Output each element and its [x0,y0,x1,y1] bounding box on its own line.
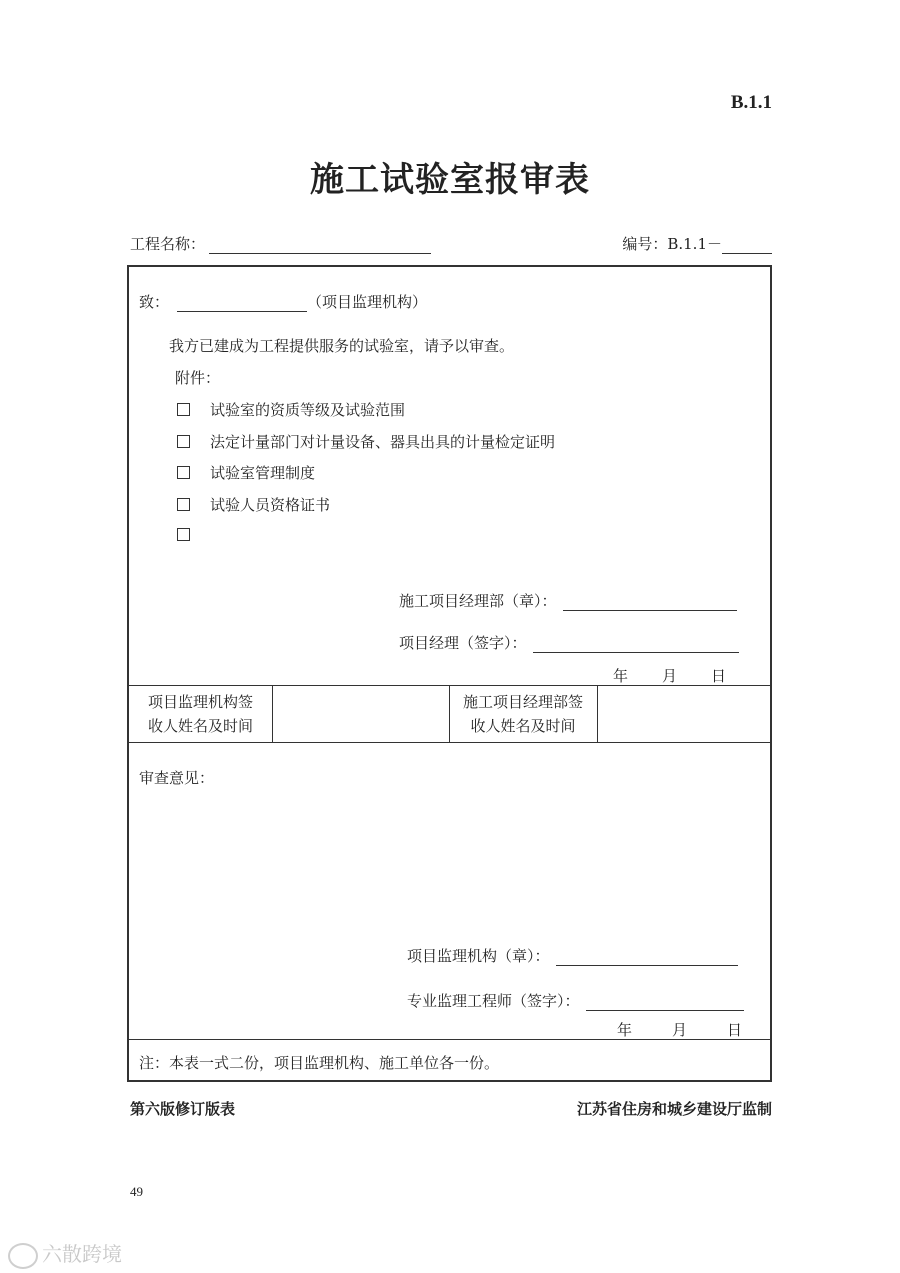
manager-sign-blank [533,638,739,653]
statement: 我方已建成为工程提供服务的试验室，请予以审查。 [169,337,515,355]
project-name-field [130,233,431,254]
form-number-field [622,233,772,254]
divider [272,685,273,742]
attachment-item: 法定计量部门对计量设备、器具出具的计量检定证明 [177,431,555,452]
date-line: 年 月 日 [557,1019,742,1040]
dept-seal-blank [563,596,737,611]
supervisor-receipt-label: 项目监理机构签 收人姓名及时间 [147,693,253,735]
watermark-logo-icon [8,1243,38,1269]
watermark-text: 六散跨境 [42,1242,122,1266]
page-title: 施工试验室报审表 [310,160,590,200]
form-table [127,265,772,1082]
form-number-label: 编号：B.1.1－ [622,235,722,253]
to-line [139,291,427,312]
form-note: 注：本表一式二份，项目监理机构、施工单位各一份。 [139,1054,500,1072]
page-number: 49 [130,1184,143,1199]
checkbox-icon [177,498,190,511]
attachments-label: 附件： [175,369,221,387]
checkbox-icon [177,466,190,479]
to-suffix: （项目监理机构） [307,293,428,311]
engineer-sign-line [407,990,744,1011]
footer-edition: 第六版修订版表 [130,1100,236,1118]
engineer-sign-label: 专业监理工程师（签字）： [407,992,580,1010]
date-line: 年 月 日 [557,665,726,686]
project-name-blank [209,239,431,254]
checkbox-icon [177,435,190,448]
to-blank [177,297,307,312]
supervisor-seal-label: 项目监理机构（章）： [407,947,550,965]
review-opinion-label: 审查意见： [139,769,215,787]
attachment-item: 试验室的资质等级及试验范围 [177,399,405,420]
attachment-item [177,526,210,544]
dept-seal-label: 施工项目经理部（章）： [399,592,557,610]
to-label: 致： [139,293,170,311]
engineer-sign-blank [586,996,744,1011]
form-code: B.1.1 [730,92,772,113]
project-name-label: 工程名称： [130,235,206,253]
supervisor-seal-line [407,945,738,966]
watermark [8,1238,122,1269]
divider [129,1039,770,1040]
divider [597,685,598,742]
manager-sign-label: 项目经理（签字）： [399,634,527,652]
checkbox-icon [177,528,190,541]
dept-seal-line [399,590,737,611]
supervisor-seal-blank [556,951,738,966]
form-number-blank [722,239,772,254]
manager-sign-line [399,632,739,653]
divider [129,742,770,743]
contractor-receipt-label: 施工项目经理部签 收人姓名及时间 [462,693,583,735]
attachment-item: 试验室管理制度 [177,462,315,483]
attachment-item: 试验人员资格证书 [177,494,330,515]
footer-issuer: 江苏省住房和城乡建设厅监制 [576,1100,772,1118]
checkbox-icon [177,403,190,416]
